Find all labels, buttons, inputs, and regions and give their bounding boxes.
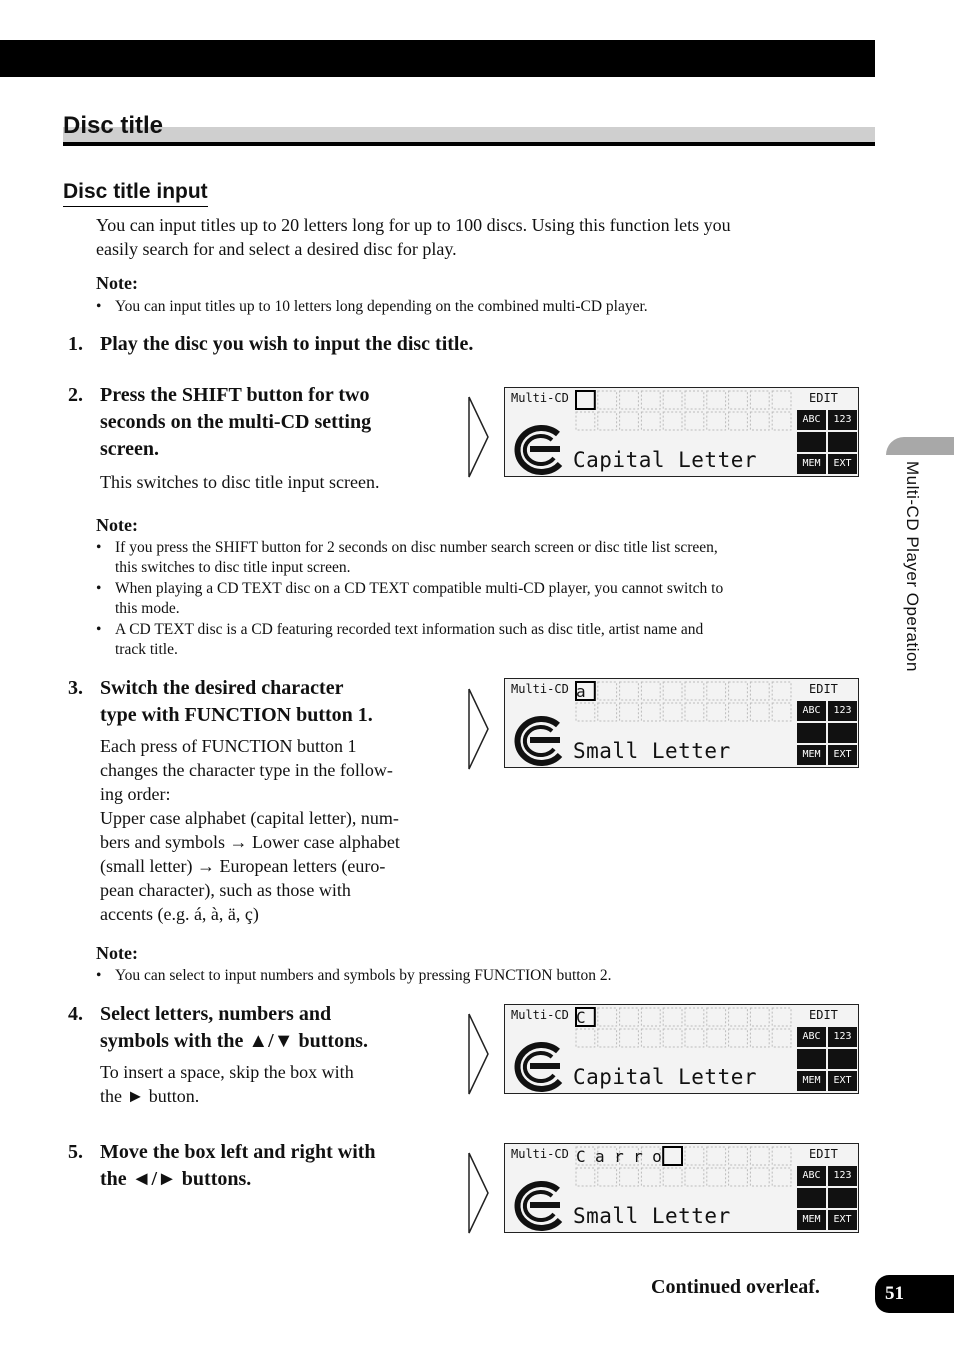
- lcd-edit-label: EDIT: [809, 391, 838, 405]
- cd-logo-icon: [508, 1178, 572, 1232]
- intro-line-1: You can input titles up to 20 letters long for up to 100 discs. Using this function lets you: [96, 215, 731, 235]
- lcd-key-grid: ABC 123 MEM EXT: [797, 1027, 857, 1091]
- lcd-edit-label: EDIT: [809, 1008, 838, 1022]
- step-2-body: This switches to disc title input screen.: [100, 472, 380, 492]
- lcd-mode-label: Capital Letter: [573, 1065, 758, 1089]
- note-bullet: • You can select to input numbers and symbols by pressing FUNCTION button 2.: [96, 967, 612, 984]
- title-chars: Carro: [576, 1147, 672, 1166]
- page-number: 51: [875, 1275, 954, 1313]
- lcd-source-label: Multi-CD: [511, 1008, 569, 1022]
- lcd-screen: [504, 1143, 859, 1233]
- pointer-arrow-icon: [468, 1013, 490, 1095]
- step-4: 4. Select letters, numbers and symbols with the ▲/▼ buttons.: [68, 1003, 368, 1052]
- title-char-grid: [575, 1007, 793, 1051]
- pointer-arrow-icon: [468, 688, 490, 770]
- note-bullet: • You can input titles up to 10 letters long depending on the combined multi-CD player.: [96, 298, 648, 315]
- note-label: Note:: [96, 943, 138, 963]
- step-5: 5. Move the box left and right with the ◄/► buttons.: [68, 1141, 376, 1190]
- side-tab: [886, 437, 954, 455]
- cd-logo-icon: [508, 713, 572, 767]
- lcd-key-grid: ABC 123 MEM EXT: [797, 1166, 857, 1230]
- lcd-edit-label: EDIT: [809, 682, 838, 696]
- lcd-source-label: Multi-CD: [511, 391, 569, 405]
- section-heading: [63, 112, 875, 146]
- lcd-source-label: Multi-CD: [511, 682, 569, 696]
- step-2: 2. Press the SHIFT button for two seconds on the multi-CD setting screen.: [68, 384, 372, 460]
- note-label: Note:: [96, 273, 138, 293]
- pointer-arrow-icon: [468, 396, 490, 478]
- cd-logo-icon: [508, 1039, 572, 1093]
- title-chars: C: [576, 1008, 596, 1027]
- step-3: 3. Switch the desired character type with FUNCTION button 1.: [68, 677, 373, 726]
- note-bullet: • If you press the SHIFT button for 2 seconds on disc number search screen or disc title list screen, this switches to disc title input screen.: [96, 539, 718, 576]
- lcd-source-label: Multi-CD: [511, 1147, 569, 1161]
- cd-logo-icon: [508, 422, 572, 476]
- note-bullet: • A CD TEXT disc is a CD featuring recorded text information such as disc title, artist name and track title.: [96, 621, 704, 658]
- header-bar: [0, 40, 875, 77]
- lcd-edit-label: EDIT: [809, 1147, 838, 1161]
- lcd-screen: [504, 678, 859, 768]
- step-3-body: Each press of FUNCTION button 1 changes the character type in the follow- ing order: Upper case alphabet (capital letter), num- bers and symbols → Lower case alphabet (small letter) → European letters (euro- pean character), such as those with accents (e.g. á, à, ä, ç): [100, 736, 400, 924]
- continued-overleaf: Continued overleaf.: [651, 1276, 820, 1298]
- lcd-key-grid: ABC 123 MEM EXT: [797, 701, 857, 765]
- subsection-title: Disc title input: [63, 179, 208, 207]
- title-char-grid: [575, 681, 793, 725]
- section-title: Disc title: [63, 112, 164, 139]
- title-char-grid: [575, 390, 793, 434]
- lcd-key-grid: ABC 123 MEM EXT: [797, 410, 857, 474]
- pointer-arrow-icon: [468, 1152, 490, 1234]
- note-label: Note:: [96, 515, 138, 535]
- intro-line-2: easily search for and select a desired disc for play.: [96, 239, 457, 259]
- lcd-mode-label: Small Letter: [573, 1204, 731, 1228]
- lcd-screen: [504, 387, 859, 477]
- title-chars: a: [576, 682, 596, 701]
- lcd-mode-label: Small Letter: [573, 739, 731, 763]
- lcd-mode-label: Capital Letter: [573, 448, 758, 472]
- lcd-screen: [504, 1004, 859, 1094]
- side-tab-label: Multi-CD Player Operation: [903, 461, 922, 672]
- step-4-body: To insert a space, skip the box with the ► button.: [100, 1062, 354, 1106]
- note-bullet: • When playing a CD TEXT disc on a CD TEXT compatible multi-CD player, you cannot switch to this mode.: [96, 580, 724, 617]
